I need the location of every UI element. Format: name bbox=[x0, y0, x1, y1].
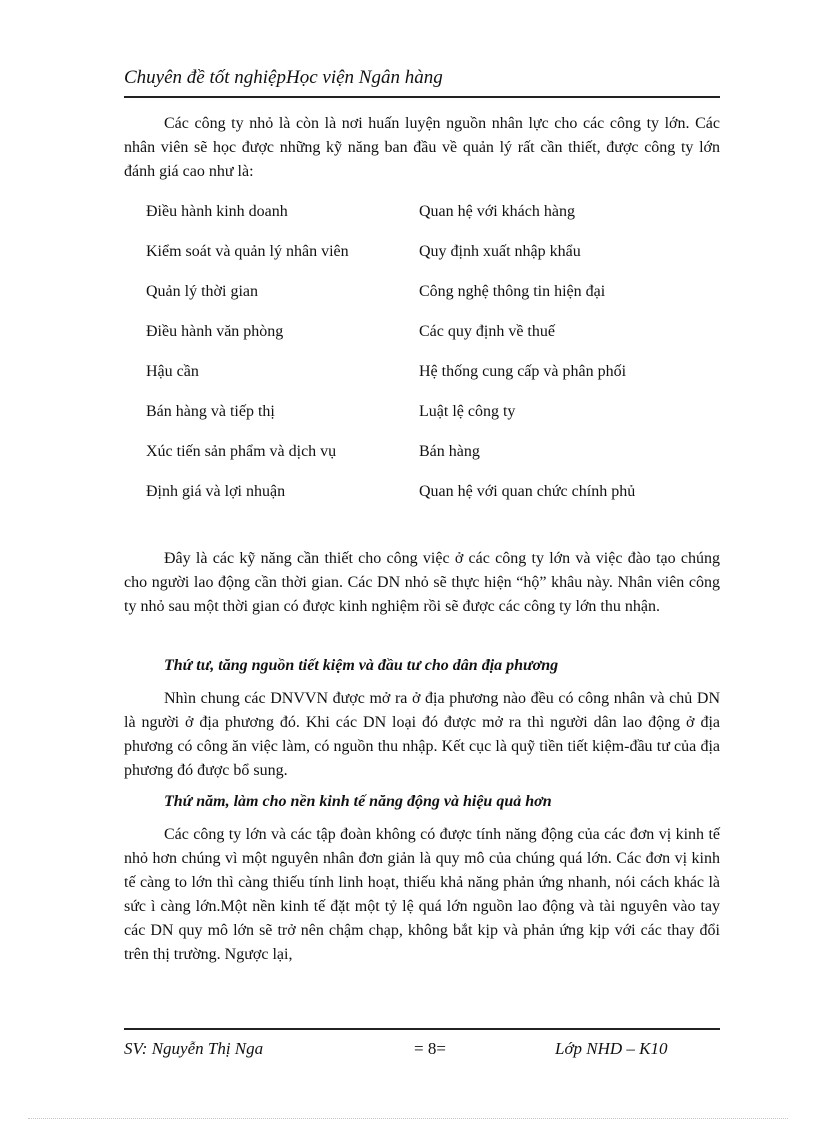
skill-row bbox=[146, 480, 706, 520]
skill-right: Quan hệ với khách hàng bbox=[419, 203, 575, 220]
intro-paragraph: Các công ty nhỏ là còn là nơi huấn luyện nguồn nhân lực cho các công ty lớn. Các nhân viên sẽ học được những kỹ năng ban đầu về quản lý rất cần thiết, được công ty lớn đánh giá cao như là: bbox=[124, 115, 720, 180]
skills-list bbox=[146, 200, 706, 520]
section5-heading: Thứ năm, làm cho nền kinh tế năng động và hiệu quả hơn bbox=[164, 793, 552, 810]
skill-row bbox=[146, 440, 706, 480]
skill-left: Kiểm soát và quản lý nhân viên bbox=[146, 243, 349, 260]
footer-page-number: = 8= bbox=[414, 1039, 446, 1058]
skill-row bbox=[146, 200, 706, 240]
skill-right: Luật lệ công ty bbox=[419, 403, 516, 420]
skill-row bbox=[146, 360, 706, 400]
footer-class: Lớp NHD – K10 bbox=[555, 1039, 668, 1058]
page-header bbox=[124, 64, 720, 98]
skill-left: Điều hành kinh doanh bbox=[146, 203, 288, 220]
intro-paragraph-block bbox=[124, 112, 720, 184]
skill-right: Bán hàng bbox=[419, 443, 480, 460]
footer-divider bbox=[124, 1028, 720, 1030]
skill-right: Quan hệ với quan chức chính phủ bbox=[419, 483, 636, 500]
skill-left: Quản lý thời gian bbox=[146, 283, 258, 300]
section5-paragraph: Các công ty lớn và các tập đoàn không có được tính năng động của các đơn vị kinh tế nhỏ hơn chúng vì một nguyên nhân đơn giản là quy mô của chúng quá lớn. Các đơn vị kinh tế càng to lớn thì càng thiếu tính linh hoạt, thiếu khả năng phản ứng nhanh, nói cách khác là sức ì càng lớn.Một nền kinh tế đặt một tỷ lệ quá lớn nguồn lao động và tài nguyên vào tay các DN quy mô lớn sẽ trở nên chậm chạp, không bắt kịp và phản ứng kịp với các thay đổi trên thị trường. Ngược lại, bbox=[124, 826, 720, 963]
skill-left: Xúc tiến sản phẩm và dịch vụ bbox=[146, 443, 337, 460]
skill-left: Bán hàng và tiếp thị bbox=[146, 403, 275, 420]
skill-right: Các quy định về thuế bbox=[419, 323, 555, 340]
skill-right: Công nghệ thông tin hiện đại bbox=[419, 283, 606, 300]
skill-right: Quy định xuất nhập khẩu bbox=[419, 243, 581, 260]
page-edge-divider bbox=[28, 1118, 788, 1119]
footer-student: SV: Nguyễn Thị Nga bbox=[124, 1039, 264, 1058]
skill-row bbox=[146, 280, 706, 320]
skill-row bbox=[146, 320, 706, 360]
skill-left: Định giá và lợi nhuận bbox=[146, 483, 286, 500]
section5-paragraph-block bbox=[124, 823, 720, 967]
skill-row bbox=[146, 240, 706, 280]
section4-paragraph-block bbox=[124, 687, 720, 783]
header-title: Chuyên đề tốt nghiệpHọc viện Ngân hàng bbox=[124, 67, 443, 88]
skills-paragraph: Đây là các kỹ năng cần thiết cho công việc ở các công ty lớn và việc đào tạo chúng cho người lao động cần thời gian. Các DN nhỏ sẽ thực hiện “hộ” khâu này. Nhân viên công ty nhỏ sau một thời gian có được kinh nghiệm rồi sẽ được các công ty lớn thu nhận. bbox=[124, 550, 720, 615]
skill-right: Hệ thống cung cấp và phân phối bbox=[419, 363, 627, 380]
skill-row bbox=[146, 400, 706, 440]
skill-left: Hậu cần bbox=[146, 363, 199, 380]
skill-left: Điều hành văn phòng bbox=[146, 323, 284, 340]
skills-paragraph-block bbox=[124, 547, 720, 619]
section4-heading: Thứ tư, tăng nguồn tiết kiệm và đầu tư cho dân địa phương bbox=[164, 657, 559, 674]
section4-paragraph: Nhìn chung các DNVVN được mở ra ở địa phương nào đều có công nhân và chủ DN là người ở địa phương đó. Khi các DN loại đó được mở ra thì người dân lao động ở địa phương có công ăn việc làm, có nguồn thu nhập. Kết cục là quỹ tiền tiết kiệm-đầu tư của địa phương đó được bổ sung. bbox=[124, 690, 720, 779]
